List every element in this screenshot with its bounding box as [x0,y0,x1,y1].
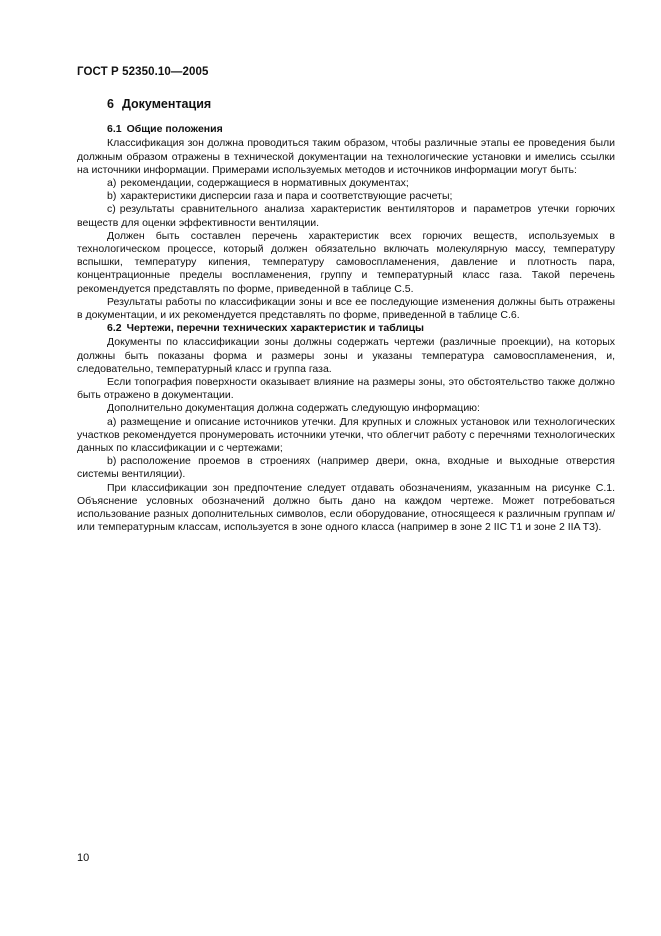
list-marker: a) [107,415,117,428]
list-item [77,416,615,456]
list-item [77,190,615,203]
paragraph: Должен быть составлен перечень характеристик всех горючих веществ, используемых в технологическом процессе, который должен обязательно включать молекулярную массу, температуру вспышки, температуру кипения, температуру самовоспламенения, давление и плотность пара, концентрационные пределы воспламенения, группу и температурный класс газа. Такой перечень рекомендуется представлять по форме, приведенной в таблице С.5. [77,229,615,295]
list-marker: c) [107,203,116,216]
paragraph: Документы по классификации зоны должны содержать чертежи (различные проекции), на которых должны быть показаны форма и размеры зоны и указаны температура самовоспламенения, и, следовательно, температурный класс и группа газа. [77,336,615,375]
paragraph: При классификации зон предпочтение следует отдавать обозначениям, указанным на рисунке С.1. Объяснение условных обозначений должно быть дано на каждом чертеже. Может потребоваться использование разных дополнительных символов, если оборудование, относящееся к различным группам и/или температурным классам, используется в зоне одного класса (например в зоне 2 IIC T1 и зоне 2 IIA T3). [77,481,615,534]
list-item [77,177,615,190]
list-item [77,203,615,229]
subsection-title-text: Чертежи, перечни технических характеристик и таблицы [126,322,425,335]
subsection-title-text: Общие положения [126,123,223,136]
paragraph: Классификация зон должна проводиться таким образом, чтобы различные этапы ее проведения были должным образом отражены в технической документации на технологические установки и имелись ссылки на источники информации. Примерами используемых методов и источников информации могут быть: [77,137,615,176]
subsection-number: 6.2 [107,322,122,335]
list-item-text: расположение проемов в строениях (например двери, окна, входные и выходные отверстия системы вентиляции). [77,455,615,481]
paragraph: Результаты работы по классификации зоны и все ее последующие изменения должны быть отражены в документации, и их рекомендуется представлять по форме, приведенной в таблице С.6. [77,295,615,322]
list-item-text: характеристики дисперсии газа и пара и соответствующие расчеты; [120,190,453,203]
list-item-text: размещение и описание источников утечки. Для крупных и сложных установок или технологических участков рекомендуется пронумеровать источники утечки, что облегчит работу с перечнями технологических данных по классификации и с чертежами; [77,415,615,455]
list-marker: a) [107,177,117,190]
list-item-text: результаты сравнительного анализа характеристик вентиляторов и параметров утечки горючих веществ для оценки эффективности вентиляции. [77,203,615,229]
list-item [77,455,615,481]
list-marker: b) [107,190,117,203]
list-marker: b) [107,455,117,468]
document-header: ГОСТ Р 52350.10—2005 [77,66,209,78]
page-number: 10 [77,852,90,864]
paragraph: Дополнительно документация должна содержать следующую информацию: [107,402,480,415]
section-title [107,98,615,111]
section-number: 6 [107,97,114,111]
document-body [77,98,615,535]
paragraph: Если топография поверхности оказывает влияние на размеры зоны, это обстоятельство также должно быть отражено в документации. [77,376,615,402]
list-item-text: рекомендации, содержащиеся в нормативных документах; [120,177,409,190]
section-title-text: Документация [121,97,212,111]
subsection-title-6-1 [107,123,615,136]
subsection-number: 6.1 [107,123,122,136]
subsection-title-6-2 [107,322,615,335]
